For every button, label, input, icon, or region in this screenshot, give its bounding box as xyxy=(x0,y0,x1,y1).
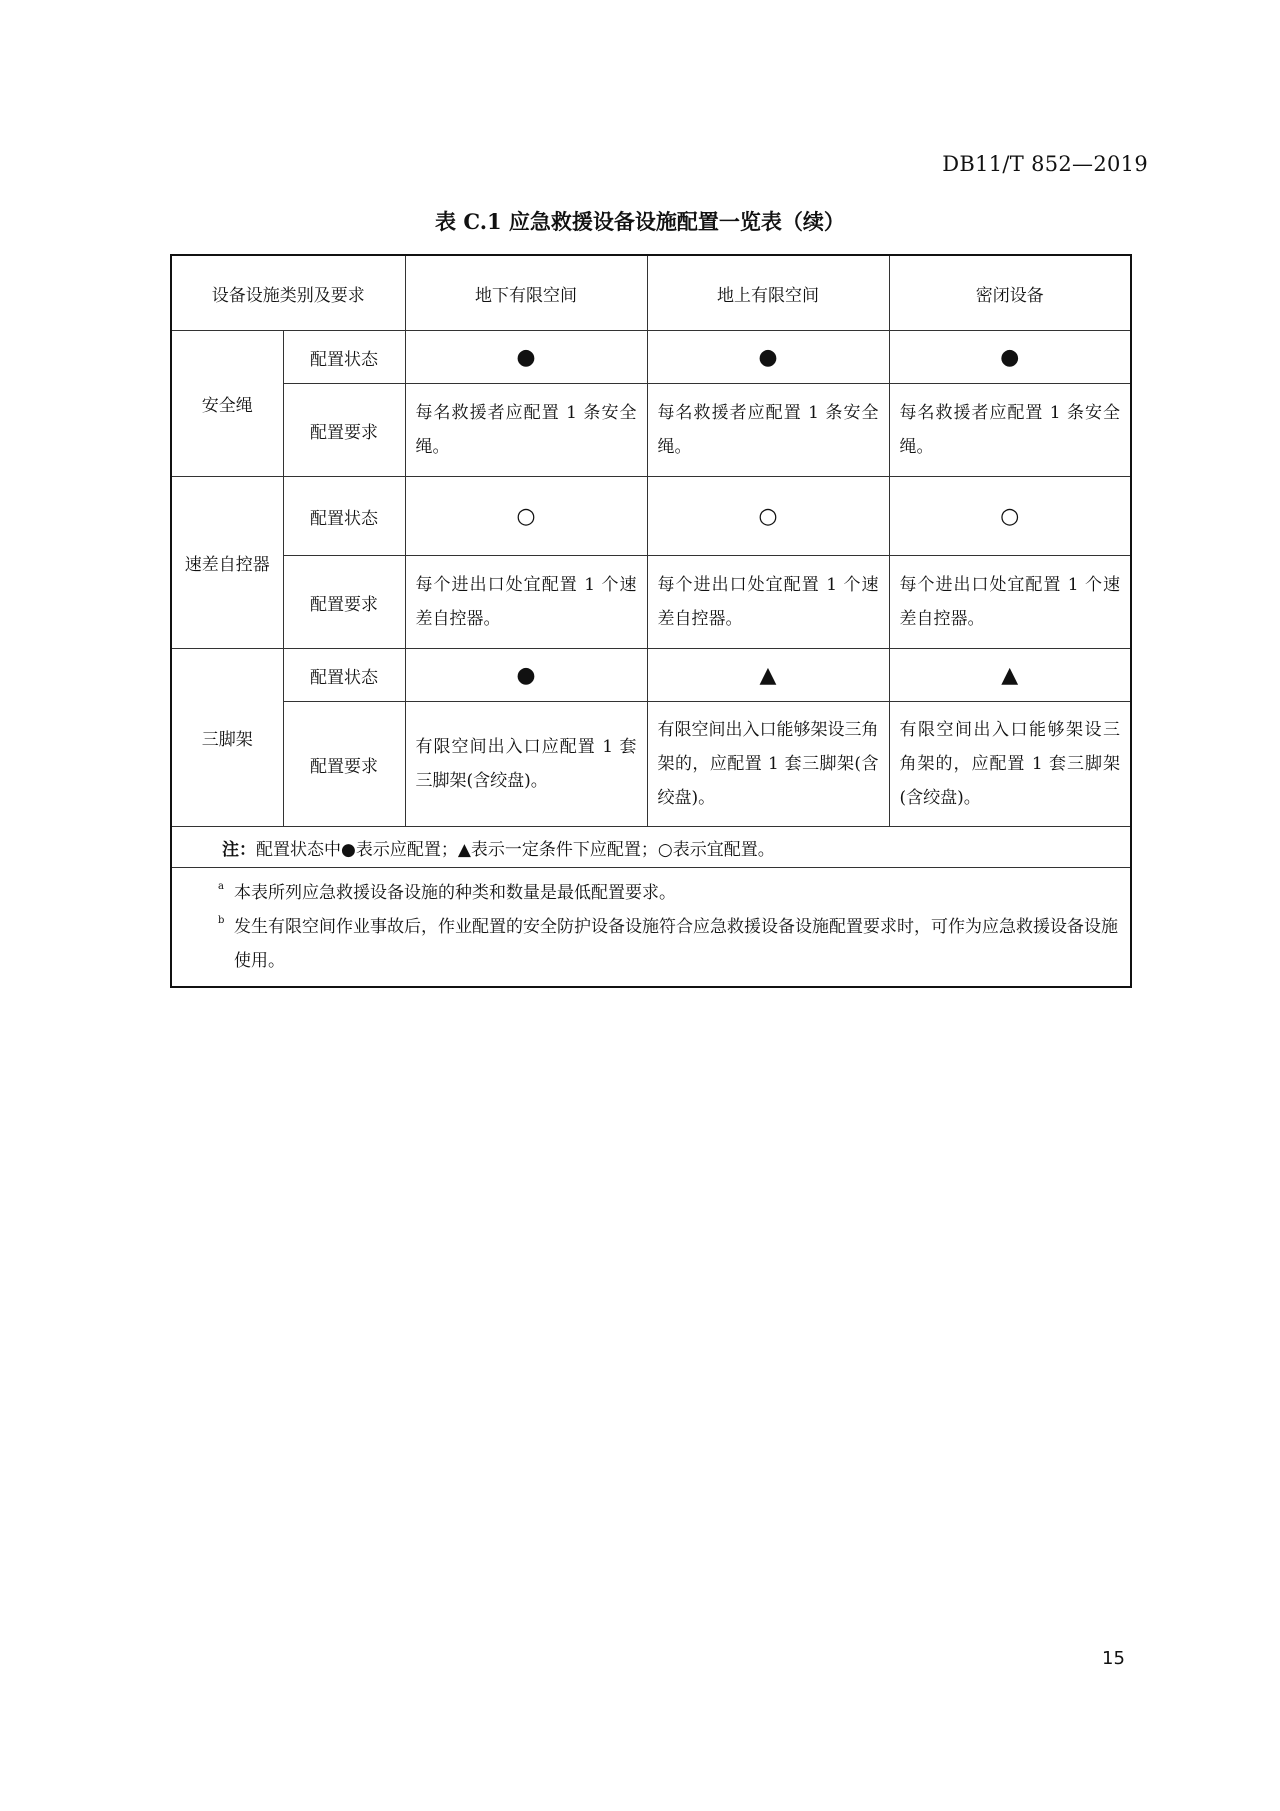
category-self-retracting-lifeline: 速差自控器 xyxy=(171,477,283,649)
requirement-label: 配置要求 xyxy=(283,702,405,827)
document-id: DB11/T 852—2019 xyxy=(942,152,1148,176)
table-row xyxy=(171,384,1131,477)
category-tripod: 三脚架 xyxy=(171,649,283,827)
status-label: 配置状态 xyxy=(283,331,405,384)
status-symbol: ▲ xyxy=(647,649,889,702)
page-number: 15 xyxy=(1102,1648,1125,1669)
status-symbol: ● xyxy=(405,331,647,384)
table-row xyxy=(171,556,1131,649)
status-symbol: ▲ xyxy=(889,649,1131,702)
requirement-text: 每个进出口处宜配置 1 个速差自控器。 xyxy=(889,556,1131,649)
note-prefix: 注： xyxy=(222,839,256,860)
header-enclosed-equipment: 密闭设备 xyxy=(889,255,1131,331)
requirement-text: 有限空间出入口能够架设三角架的，应配置 1 套三脚架(含绞盘)。 xyxy=(647,702,889,827)
table-header-row xyxy=(171,255,1131,331)
requirement-label: 配置要求 xyxy=(283,556,405,649)
footnote-text: 发生有限空间作业事故后，作业配置的安全防护设备设施符合应急救援设备设施配置要求时，可作为应急救援设备设施使用。 xyxy=(234,917,1118,971)
table-row xyxy=(171,331,1131,384)
requirement-text: 每名救援者应配置 1 条安全绳。 xyxy=(405,384,647,477)
status-symbol: ○ xyxy=(889,477,1131,556)
status-label: 配置状态 xyxy=(283,477,405,556)
equipment-config-table xyxy=(170,254,1132,988)
footnote-mark: a xyxy=(218,881,224,892)
requirement-text: 每个进出口处宜配置 1 个速差自控器。 xyxy=(647,556,889,649)
footnote-b xyxy=(218,910,1118,978)
table-footnotes-row xyxy=(171,868,1131,988)
header-category: 设备设施类别及要求 xyxy=(171,255,405,331)
status-label: 配置状态 xyxy=(283,649,405,702)
header-aboveground: 地上有限空间 xyxy=(647,255,889,331)
table-note-row xyxy=(171,827,1131,868)
table-title: 表 C.1 应急救援设备设施配置一览表（续） xyxy=(435,209,845,234)
requirement-text: 每个进出口处宜配置 1 个速差自控器。 xyxy=(405,556,647,649)
header-underground: 地下有限空间 xyxy=(405,255,647,331)
status-symbol: ○ xyxy=(647,477,889,556)
footnote-a xyxy=(218,876,1118,910)
table-row xyxy=(171,477,1131,556)
footnote-mark: b xyxy=(218,915,225,926)
requirement-text: 每名救援者应配置 1 条安全绳。 xyxy=(647,384,889,477)
requirement-text: 有限空间出入口应配置 1 套三脚架(含绞盘)。 xyxy=(405,702,647,827)
note-text: 配置状态中●表示应配置；▲表示一定条件下应配置；○表示宜配置。 xyxy=(256,839,775,860)
requirement-text: 有限空间出入口能够架设三角架的，应配置 1 套三脚架(含绞盘)。 xyxy=(889,702,1131,827)
table-row xyxy=(171,702,1131,827)
status-symbol: ● xyxy=(647,331,889,384)
category-safety-rope: 安全绳 xyxy=(171,331,283,477)
requirement-label: 配置要求 xyxy=(283,384,405,477)
table-note xyxy=(171,827,1131,868)
status-symbol: ● xyxy=(405,649,647,702)
status-symbol: ● xyxy=(889,331,1131,384)
table-row xyxy=(171,649,1131,702)
footnote-text: 本表所列应急救援设备设施的种类和数量是最低配置要求。 xyxy=(234,883,676,903)
table-footnotes xyxy=(171,868,1131,988)
requirement-text: 每名救援者应配置 1 条安全绳。 xyxy=(889,384,1131,477)
status-symbol: ○ xyxy=(405,477,647,556)
